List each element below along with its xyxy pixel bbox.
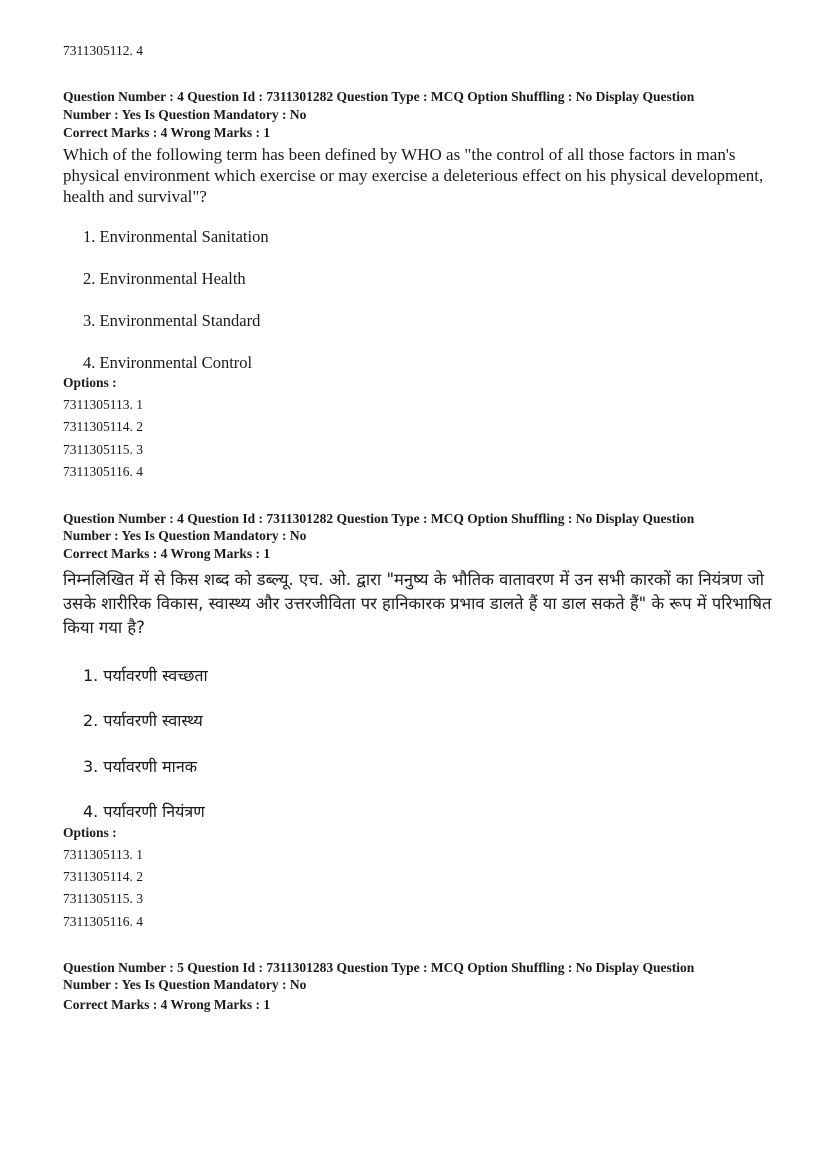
question-meta-line2: Number : Yes Is Question Mandatory : No: [63, 977, 307, 992]
question-marks: Correct Marks : 4 Wrong Marks : 1: [63, 125, 271, 140]
question-meta-line2: Number : Yes Is Question Mandatory : No: [63, 107, 307, 122]
question-text: Which of the following term has been defined by WHO as "the control of all those factors in man's physical environment which exercise or may exercise a deleterious effect on his physical development, health and survival"?: [63, 145, 764, 206]
question-meta-line1: Question Number : 4 Question Id : 7311301282 Question Type : MCQ Option Shuffling : No Display Question: [63, 89, 695, 104]
question-marks: Correct Marks : 4 Wrong Marks : 1: [63, 546, 271, 561]
question-meta-line1: Question Number : 4 Question Id : 7311301282 Question Type : MCQ Option Shuffling : No Display Question: [63, 511, 695, 526]
option-4-hindi: 4. पर्यावरणी नियंत्रण: [83, 802, 205, 821]
option-id: 7311305114. 2: [63, 869, 143, 884]
option-id: 7311305113. 1: [63, 847, 143, 862]
question-text-hindi: निम्नलिखित में से किस शब्द को डब्ल्यू. एच. ओ. द्वारा "मनुष्य के भौतिक वातावरण में उन सभी कारकों का नियंत्रण जो उसके शारीरिक विकास, स्वास्थ्य और उत्तरजीविता पर हानिकारक प्रभाव डालते हैं या डाल सकते हैं" के रूप में परिभाषित किया गया है?: [63, 570, 772, 637]
option-3-hindi: 3. पर्यावरणी मानक: [83, 757, 197, 776]
option-id: 7311305114. 2: [63, 419, 143, 434]
option-id: 7311305116. 4: [63, 914, 143, 929]
option-id: 7311305115. 3: [63, 891, 143, 906]
option-1: 1. Environmental Sanitation: [83, 227, 269, 246]
option-2: 2. Environmental Health: [83, 269, 246, 288]
option-2-hindi: 2. पर्यावरणी स्वास्थ्य: [83, 711, 203, 730]
option-id: 7311305115. 3: [63, 442, 143, 457]
options-label: Options :: [63, 825, 117, 840]
previous-option-id: 7311305112. 4: [63, 43, 143, 58]
question-marks: Correct Marks : 4 Wrong Marks : 1: [63, 997, 271, 1012]
question-meta-line1: Question Number : 5 Question Id : 7311301283 Question Type : MCQ Option Shuffling : No Display Question: [63, 960, 695, 975]
option-1-hindi: 1. पर्यावरणी स्वच्छता: [83, 666, 208, 685]
option-4: 4. Environmental Control: [83, 353, 253, 372]
options-label: Options :: [63, 375, 117, 390]
option-id: 7311305116. 4: [63, 464, 143, 479]
option-id: 7311305113. 1: [63, 397, 143, 412]
question-meta-line2: Number : Yes Is Question Mandatory : No: [63, 528, 307, 543]
option-3: 3. Environmental Standard: [83, 311, 261, 330]
